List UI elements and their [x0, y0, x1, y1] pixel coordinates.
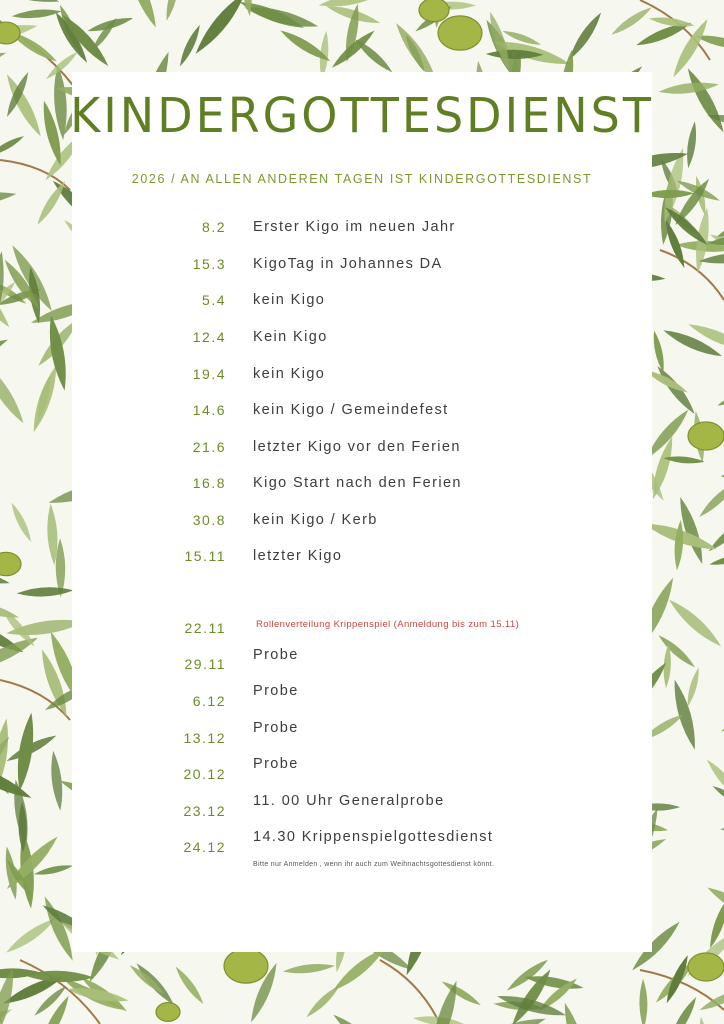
schedule-event: letzter Kigo — [253, 548, 343, 564]
schedule-row — [0, 256, 724, 280]
olive-leaf — [11, 7, 62, 20]
schedule-date: 14.6 — [192, 402, 226, 418]
olive-leaf — [33, 862, 74, 877]
schedule-row — [0, 329, 724, 353]
schedule-event: KigoTag in Johannes DA — [253, 256, 443, 272]
christmas-event-highlight: Rollenverteilung Krippenspiel (Anmeldung bis zum 15.11) — [256, 619, 520, 630]
christmas-date: 13.12 — [183, 730, 226, 746]
christmas-date: 6.12 — [192, 693, 226, 709]
schedule-event: kein Kigo / Kerb — [253, 512, 378, 528]
olive-leaf — [163, 0, 182, 22]
olive-fruit — [419, 0, 449, 22]
schedule-date: 12.4 — [192, 329, 226, 345]
christmas-event: 14.30 Krippenspielgottesdienst — [253, 829, 494, 845]
olive-leaf — [560, 1001, 591, 1024]
olive-leaf — [663, 953, 692, 1005]
olive-leaf — [330, 1011, 383, 1024]
schedule-date: 19.4 — [192, 366, 226, 382]
schedule-row — [0, 366, 724, 390]
olive-leaf — [0, 0, 61, 7]
olive-leaf — [282, 962, 335, 976]
christmas-date: 20.12 — [183, 766, 226, 782]
schedule-row — [0, 475, 724, 499]
olive-leaf — [666, 995, 700, 1024]
schedule-event: Kein Kigo — [253, 329, 328, 345]
olive-leaf — [173, 964, 207, 1006]
olive-leaf — [191, 0, 250, 58]
olive-leaf — [304, 983, 342, 1020]
christmas-event: Probe — [253, 720, 299, 736]
christmas-event: Probe — [253, 683, 299, 699]
schedule-event: Erster Kigo im neuen Jahr — [253, 219, 456, 235]
christmas-event: Probe — [253, 647, 299, 663]
schedule-row — [0, 439, 724, 463]
schedule-row — [0, 219, 724, 243]
christmas-row — [0, 647, 724, 671]
christmas-date: 22.11 — [184, 620, 226, 636]
schedule-row — [0, 292, 724, 316]
schedule-row — [0, 512, 724, 536]
christmas-event: Probe — [253, 756, 299, 772]
olive-fruit — [224, 949, 268, 983]
page-title: KINDERGOTTESDIENST — [70, 86, 654, 144]
schedule-row — [0, 548, 724, 572]
christmas-date: 29.11 — [184, 656, 226, 672]
olive-leaf — [0, 48, 8, 80]
olive-leaf — [697, 1016, 711, 1024]
christmas-date: 23.12 — [183, 803, 226, 819]
olive-leaf — [639, 979, 648, 1024]
schedule-date: 5.4 — [202, 292, 226, 308]
schedule-date: 21.6 — [192, 439, 226, 455]
olive-fruit — [438, 16, 482, 50]
christmas-row — [0, 619, 724, 643]
footnote: Bitte nur Anmelden , wenn ihr auch zum Weihnachtsgottesdienst könnt. — [253, 861, 495, 868]
schedule-date: 15.3 — [192, 256, 226, 272]
schedule-event: Kigo Start nach den Ferien — [253, 475, 462, 491]
christmas-event: 11. 00 Uhr Generalprobe — [253, 793, 445, 809]
olive-leaf — [128, 962, 167, 996]
olive-fruit — [688, 953, 724, 981]
olive-leaf — [16, 586, 73, 598]
schedule-date: 30.8 — [192, 512, 226, 528]
schedule-event: kein Kigo — [253, 292, 326, 308]
olive-leaf — [318, 0, 381, 10]
olive-leaf — [0, 189, 17, 209]
christmas-row — [0, 829, 724, 853]
schedule-row — [0, 402, 724, 426]
christmas-date: 24.12 — [183, 839, 226, 855]
olive-leaf — [123, 0, 160, 30]
christmas-row — [0, 683, 724, 707]
schedule-date: 15.11 — [184, 548, 226, 564]
schedule-event: kein Kigo — [253, 366, 326, 382]
page-subtitle: 2026 / AN ALLEN ANDEREN TAGEN IST KINDERGOTTESDIENST — [131, 172, 593, 186]
christmas-row — [0, 793, 724, 817]
christmas-row — [0, 756, 724, 780]
schedule-event: kein Kigo / Gemeindefest — [253, 402, 449, 418]
schedule-date: 8.2 — [202, 219, 226, 235]
christmas-row — [0, 720, 724, 744]
olive-leaf — [609, 4, 654, 38]
schedule-date: 16.8 — [192, 475, 226, 491]
schedule-event: letzter Kigo vor den Ferien — [253, 439, 461, 455]
olive-leaf — [473, 1013, 548, 1024]
olive-fruit — [156, 1003, 180, 1022]
olive-leaf — [505, 956, 551, 993]
